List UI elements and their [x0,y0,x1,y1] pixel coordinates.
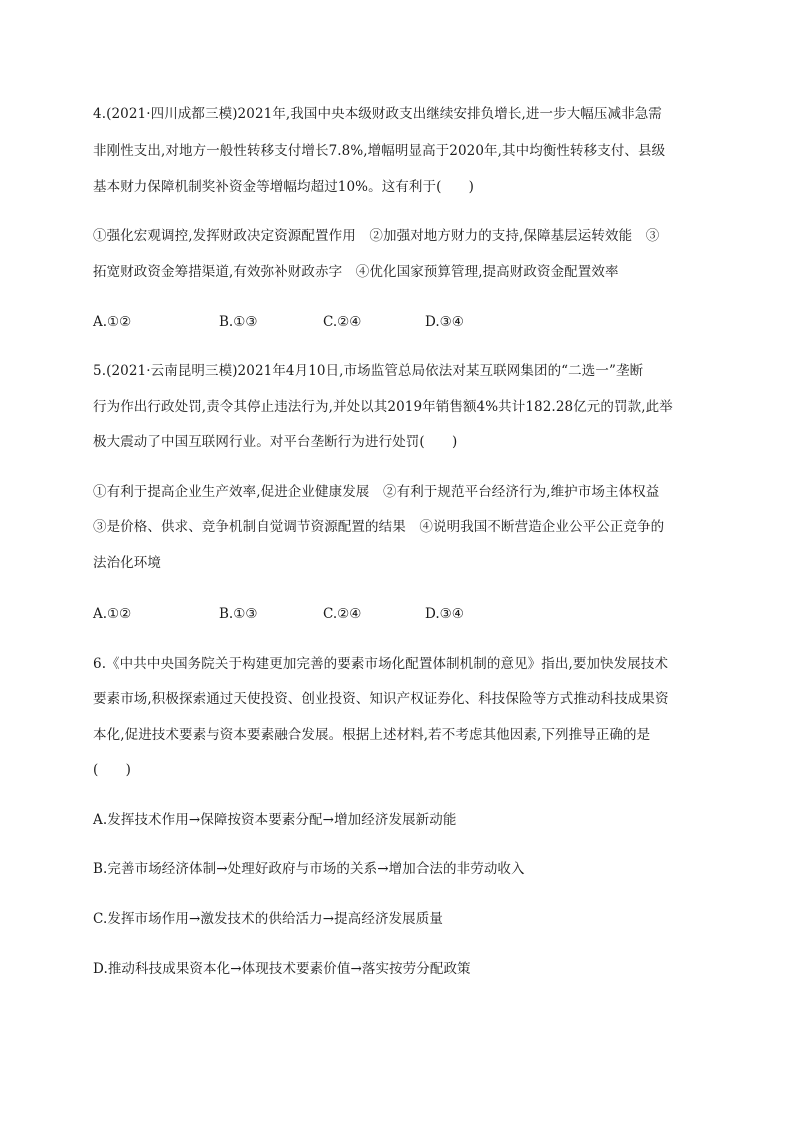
question-6-choice-c[interactable]: C.发挥市场作用→激发技术的供给活力→提高经济发展质量 [93,911,443,927]
question-5-stem-line-3: 极大震动了中国互联网行业。对平台垄断行为进行处罚( ) [93,434,458,450]
question-5-options-line-1: ①有利于提高企业生产效率,促进企业健康发展 ②有利于规范平台经济行为,维护市场主体权益 [93,484,660,500]
question-6-stem-line-4: ( ) [93,762,131,778]
question-5-choice-b[interactable]: B.①③ [219,606,258,622]
question-5-choice-a[interactable]: A.①② [93,606,132,622]
question-6-choice-b[interactable]: B.完善市场经济体制→处理好政府与市场的关系→增加合法的非劳动收入 [93,861,525,877]
question-4-choice-b[interactable]: B.①③ [219,314,258,330]
question-6-stem-line-2: 要素市场,积极探索通过天使投资、创业投资、知识产权证券化、科技保险等方式推动科技成果资 [93,691,669,707]
question-4-options-line-2: 拓宽财政资金筹措渠道,有效弥补财政赤字 ④优化国家预算管理,提高财政资金配置效率 [93,264,619,280]
question-5-stem-line-2: 行为作出行政处罚,责令其停止违法行为,并处以其2019年销售额4%共计182.28亿元的罚款,此举 [93,399,673,415]
question-4-choice-d[interactable]: D.③④ [425,314,464,330]
question-4-stem-line-2: 非刚性支出,对地方一般性转移支付增长7.8%,增幅明显高于2020年,其中均衡性转移支付、县级 [93,143,666,159]
question-6-choice-a[interactable]: A.发挥技术作用→保障按资本要素分配→增加经济发展新动能 [93,812,457,828]
question-4-choice-c[interactable]: C.②④ [323,314,362,330]
question-5-choice-d[interactable]: D.③④ [425,606,464,622]
question-6-choice-d[interactable]: D.推动科技成果资本化→体现技术要素价值→落实按劳分配政策 [93,961,471,977]
question-5-options-line-2: ③是价格、供求、竞争机制自觉调节资源配置的结果 ④说明我国不断营造企业公平公正竞争的 [93,519,665,535]
question-5-choice-c[interactable]: C.②④ [323,606,362,622]
question-5-options-line-3: 法治化环境 [93,555,161,571]
question-4-options-line-1: ①强化宏观调控,发挥财政决定资源配置作用 ②加强对地方财力的支持,保障基层运转效能 ③ [93,228,660,244]
question-4-choice-a[interactable]: A.①② [93,314,132,330]
question-4-stem-line-1: 4.(2021·四川成都三模)2021年,我国中央本级财政支出继续安排负增长,进一步大幅压减非急需 [93,106,662,122]
question-4-stem-line-3: 基本财力保障机制奖补资金等增幅均超过10%。这有利于( ) [93,179,475,195]
question-6-stem-line-1: 6.《中共中央国务院关于构建更加完善的要素市场化配置体制机制的意见》指出,要加快发展技术 [93,656,669,672]
question-6-stem-line-3: 本化,促进技术要素与资本要素融合发展。根据上述材料,若不考虑其他因素,下列推导正确的是 [93,727,651,743]
question-5-stem-line-1: 5.(2021·云南昆明三模)2021年4月10日,市场监管总局依法对某互联网集团的“二选一”垄断 [93,363,644,379]
